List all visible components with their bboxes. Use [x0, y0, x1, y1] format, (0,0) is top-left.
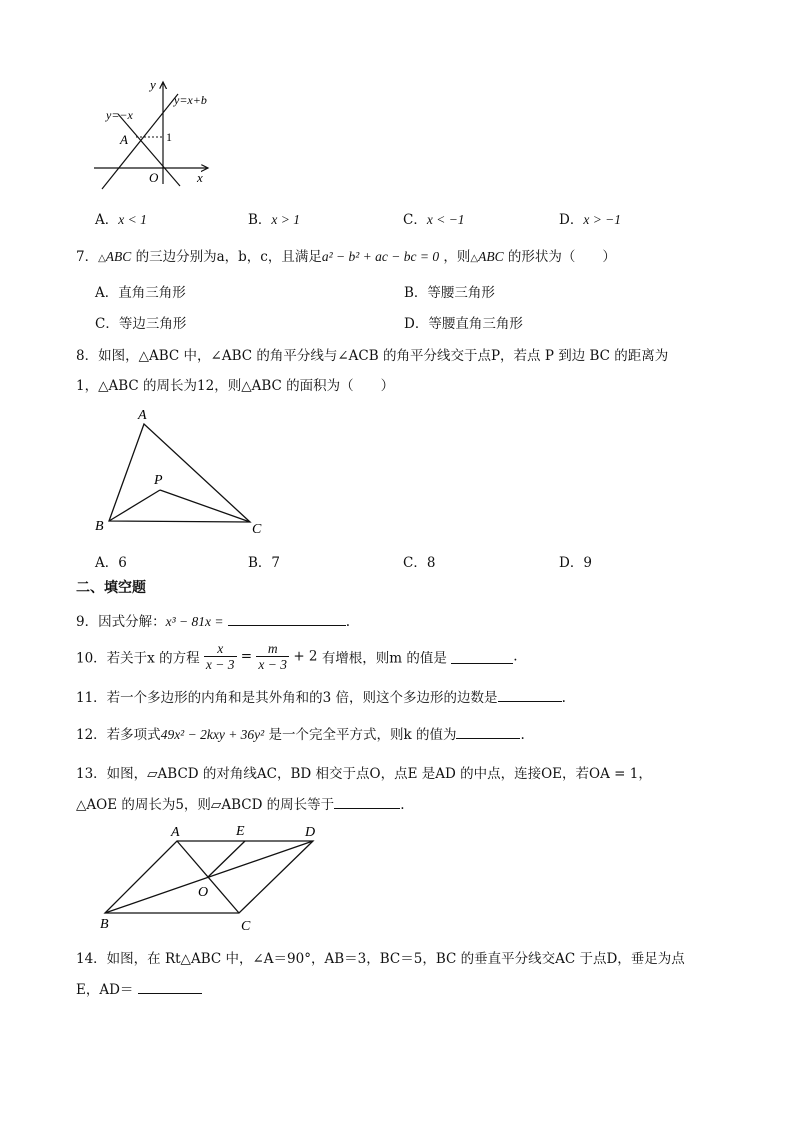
plus-two: + 2 — [293, 648, 318, 665]
q6-coordinate-figure — [90, 74, 220, 196]
q8-stem-line1: 8．如图，△ABC 中，∠ABC 的角平分线与∠ACB 的角平分线交于点P，若点 P 到边 BC 的距离为 — [76, 348, 669, 364]
numerator: x — [204, 641, 237, 657]
point-o-label: O — [198, 885, 209, 900]
q13-stem-line2 — [76, 793, 404, 813]
q14-stem-line1: 14．如图，在 Rt△ABC 中，∠A＝90°，AB＝3，BC＝5，BC 的垂直平分线交AC 于点D，垂足为点 — [76, 951, 685, 967]
origin-label: O — [149, 170, 159, 185]
option-letter: C． — [403, 555, 427, 571]
q13-parallelogram-figure — [95, 822, 335, 934]
equals-sign: = — [240, 648, 253, 665]
q8-triangle-figure — [90, 402, 270, 542]
option-letter: D． — [559, 555, 584, 571]
vertex-b-label: B — [95, 519, 104, 534]
q13-period: . — [400, 797, 405, 813]
option-letter: C． — [403, 212, 427, 228]
q9-expression: x³ − 81x = — [165, 614, 224, 629]
q11-stem — [76, 686, 566, 706]
q7-text-a: 的三边分别为a，b，c，且满足 — [131, 249, 322, 265]
q12-rest: 是一个完全平方式，则k 的值为 — [264, 727, 457, 743]
q7-text-b: ，则 — [439, 249, 471, 265]
option-letter: A． — [95, 212, 119, 228]
q9-stem — [76, 610, 350, 630]
q7-equation: a² − b² + ac − bc = 0 — [321, 249, 440, 264]
segment-pc — [160, 490, 250, 522]
q9-period: . — [345, 614, 351, 630]
q10-text: 10．若关于x 的方程 — [76, 650, 200, 667]
fraction-x-over-x-minus-3 — [204, 641, 237, 672]
q12-text: 12．若多项式 — [76, 727, 161, 743]
q14-answer-blank[interactable] — [138, 980, 202, 994]
triangle-symbol: △ — [98, 253, 106, 264]
option-expr: x > −1 — [583, 212, 622, 227]
q12-stem — [76, 723, 525, 743]
q6-option-a[interactable] — [95, 208, 147, 228]
q11-period: . — [561, 690, 566, 706]
q8-option-b[interactable] — [248, 551, 280, 571]
q11-text: 11．若一个多边形的内角和是其外角和的3 倍，则这个多边形的边数是 — [76, 690, 498, 706]
y-axis-label: y — [150, 77, 156, 92]
line2-label: y=−x — [106, 108, 133, 122]
option-text: 8 — [426, 555, 436, 571]
q10-rest: 有增根，则m 的值是 — [321, 650, 447, 667]
denominator: x − 3 — [258, 657, 288, 672]
diagonal-bd — [105, 841, 313, 913]
option-text: 等腰直角三角形 — [428, 316, 523, 332]
q13-stem-line1: 13．如图，▱ABCD 的对角线AC，BD 相交于点O，点E 是AD 的中点，连接OE，若OA = 1， — [76, 766, 652, 782]
vertex-c-label: C — [241, 919, 251, 934]
option-letter: C． — [95, 316, 119, 332]
q9-text: 9．因式分解： — [76, 614, 166, 630]
option-letter: B． — [248, 212, 272, 228]
option-letter: A． — [95, 555, 119, 571]
q10-answer-blank[interactable] — [451, 650, 513, 664]
option-text: 9 — [583, 555, 592, 571]
q6-option-d[interactable] — [559, 208, 621, 228]
vertex-a-label: A — [138, 408, 147, 423]
q14-stem-line2 — [76, 978, 202, 998]
option-letter: D． — [559, 212, 584, 228]
option-text: 等腰三角形 — [427, 285, 495, 301]
denominator: x − 3 — [205, 657, 235, 672]
q6-option-b[interactable] — [248, 208, 300, 228]
q8-option-d[interactable] — [559, 551, 592, 571]
section-heading-fill-in: 二、填空题 — [76, 580, 146, 596]
tick-1-label: 1 — [166, 130, 172, 144]
point-e-label: E — [236, 824, 245, 839]
q7-text-c: 的形状为（ ） — [503, 249, 616, 265]
q13-answer-blank[interactable] — [334, 795, 400, 809]
vertex-b-label: B — [100, 917, 109, 932]
q14-text: E，AD＝ — [76, 982, 134, 998]
numerator: m — [256, 641, 289, 657]
fraction-m-over-x-minus-3 — [256, 641, 289, 672]
vertex-d-label: D — [305, 825, 316, 840]
option-expr: x > 1 — [271, 212, 301, 227]
q12-answer-blank[interactable] — [456, 725, 520, 739]
option-expr: x < 1 — [118, 212, 147, 227]
line1-label: y=x+b — [174, 93, 207, 107]
point-a-label: A — [120, 132, 128, 147]
option-letter: D． — [404, 316, 429, 332]
vertex-c-label: C — [252, 522, 262, 537]
vertex-p-label: P — [154, 473, 163, 488]
q12-period: . — [520, 727, 525, 743]
q13-text: △AOE 的周长为5，则▱ABCD 的周长等于 — [76, 797, 335, 813]
q7-number: 7． — [76, 249, 99, 265]
triangle-name: ABC — [478, 249, 504, 264]
q7-option-d[interactable] — [404, 312, 523, 332]
q8-option-c[interactable] — [403, 551, 435, 571]
option-text: 6 — [118, 555, 127, 571]
option-letter: A． — [95, 285, 119, 301]
q6-option-c[interactable] — [403, 208, 465, 228]
q7-stem — [76, 245, 616, 265]
q10-stem — [76, 641, 518, 672]
option-letter: B． — [404, 285, 428, 301]
q8-stem-line2: 1，△ABC 的周长为12，则△ABC 的面积为（ ） — [76, 378, 395, 394]
q9-answer-blank[interactable] — [228, 612, 346, 626]
option-expr: x < −1 — [426, 212, 465, 227]
q10-period: . — [513, 648, 518, 665]
q11-answer-blank[interactable] — [498, 688, 562, 702]
q7-option-a[interactable] — [95, 281, 186, 301]
q12-expression: 49x² − 2kxy + 36y² — [160, 727, 265, 742]
x-axis-label: x — [197, 170, 203, 185]
q7-option-b[interactable] — [404, 281, 495, 301]
segment-bp — [109, 490, 160, 521]
option-text: 等边三角形 — [118, 316, 187, 332]
triangle-abc — [109, 424, 250, 522]
option-text: 直角三角形 — [118, 285, 186, 301]
q8-option-a[interactable] — [95, 551, 127, 571]
vertex-a-label: A — [171, 825, 180, 840]
triangle-name: ABC — [105, 249, 132, 264]
option-letter: B． — [248, 555, 272, 571]
option-text: 7 — [271, 555, 281, 571]
triangle-symbol: △ — [470, 253, 479, 264]
q7-option-c[interactable] — [95, 312, 186, 332]
